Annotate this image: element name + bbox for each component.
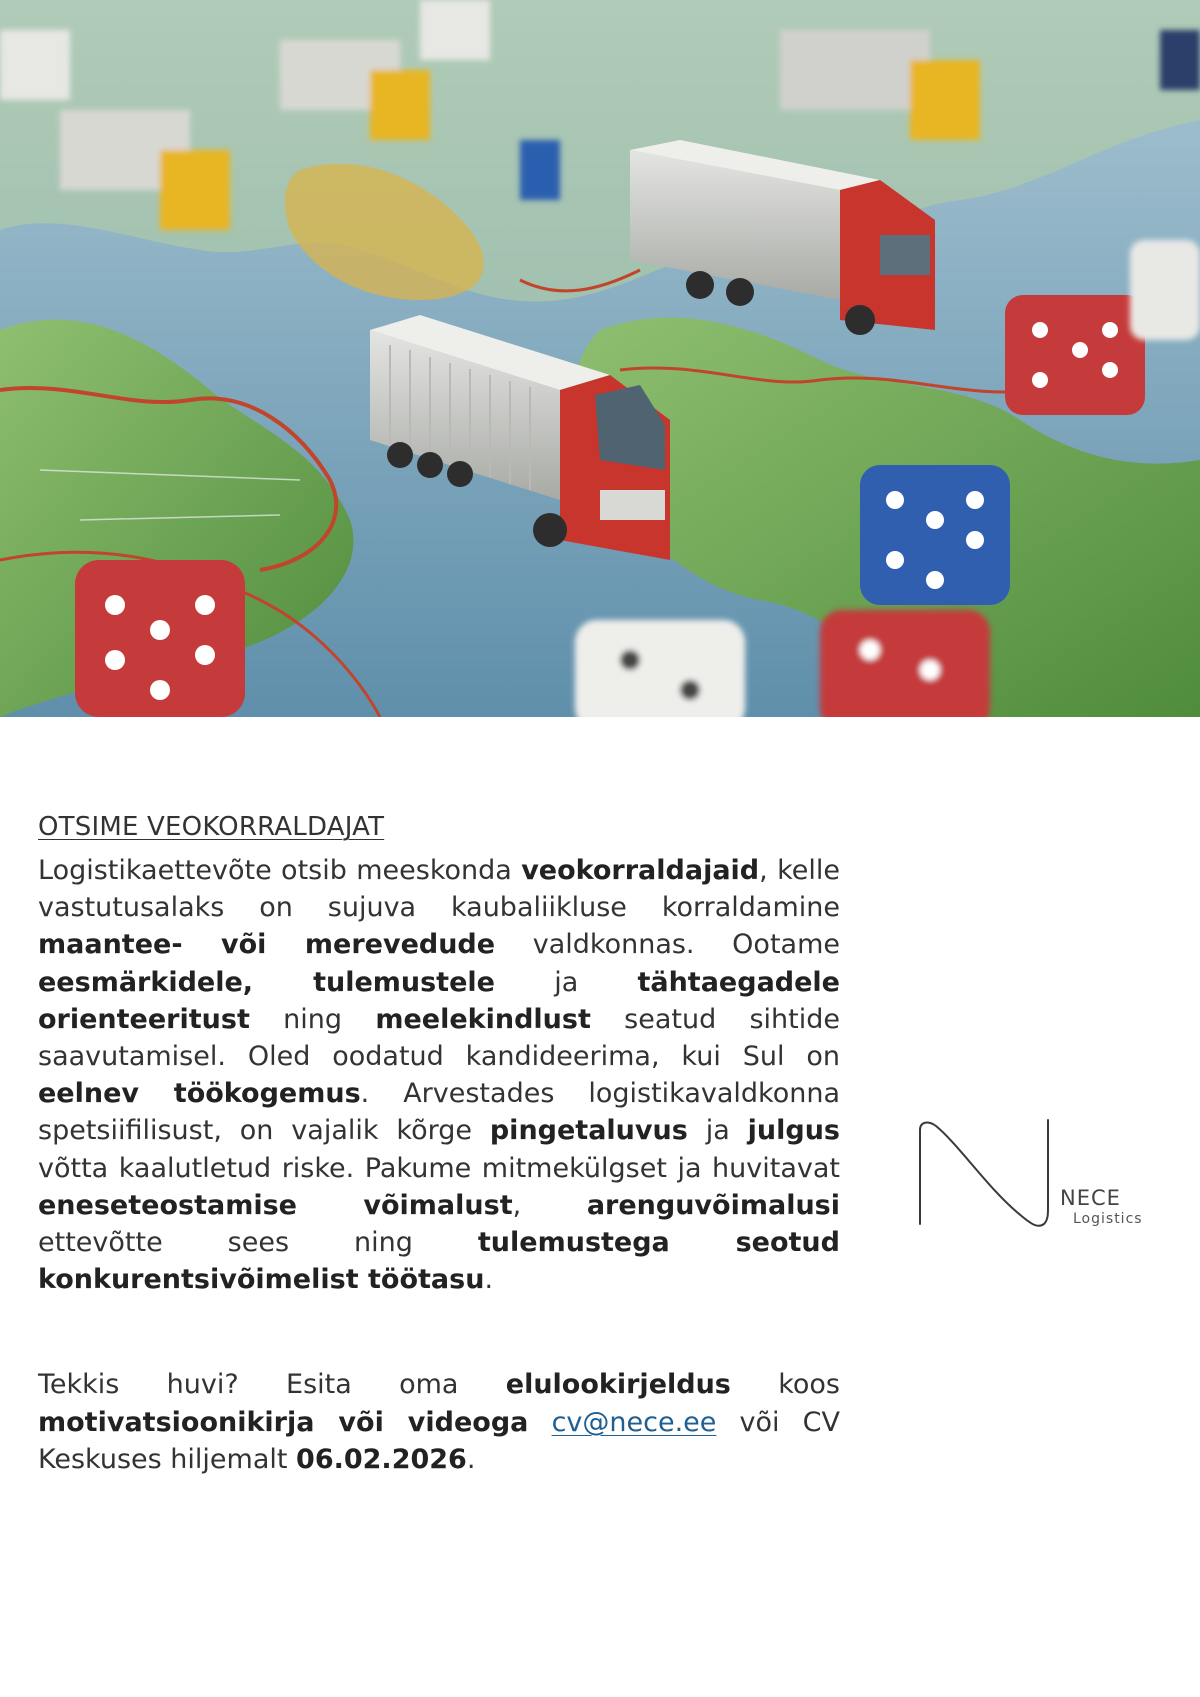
emphasis-text: julgus	[747, 1115, 840, 1147]
emphasis-text: eelnev töökogemus	[38, 1078, 361, 1110]
body-text: või CV Keskuses hiljemalt	[38, 1406, 840, 1475]
email-link[interactable]: cv@nece.ee	[551, 1406, 717, 1438]
emphasis-text: tulemustega seotud konkurentsivõimelist töötasu	[38, 1227, 840, 1296]
emphasis-text: elulookirjeldus	[505, 1369, 731, 1401]
body-text: . Arvestades logistikavaldkonna spetsiifilisust, on vajalik kõrge	[38, 1078, 840, 1147]
page-title: OTSIME VEOKORRALDAJAT	[38, 812, 385, 842]
body-text: ja	[687, 1115, 748, 1147]
body-text: Tekkis huvi? Esita oma	[38, 1369, 506, 1401]
emphasis-text: motivatsioonikirja või videoga	[38, 1406, 529, 1438]
map-trucks-dice-image	[0, 0, 1200, 717]
body-text: ,	[512, 1189, 587, 1221]
body-text: Logistikaettevõte otsib meeskonda	[38, 855, 522, 886]
emphasis-text: 06.02.2026	[296, 1443, 467, 1475]
body-text	[528, 1407, 551, 1438]
emphasis-text: arenguvõimalusi	[586, 1189, 840, 1221]
ad-body-paragraph	[38, 852, 840, 1298]
body-text: .	[466, 1443, 476, 1475]
ad-apply-paragraph	[38, 1366, 840, 1478]
logo-subtitle: Logistics	[1073, 1211, 1143, 1227]
body-text: valdkonnas. Ootame	[495, 929, 840, 961]
logo-name: NECE	[1060, 1186, 1121, 1210]
body-text: ning	[249, 1003, 376, 1035]
body-text: , kelle vastutusalaks on sujuva kaubaliikluse korraldamine	[38, 855, 840, 924]
hero-image	[0, 0, 1200, 717]
emphasis-text: tähtaegadele orienteeritust	[38, 966, 840, 1035]
body-text: koos	[730, 1369, 840, 1401]
emphasis-text: eneseteostamise võimalust	[38, 1189, 513, 1221]
job-ad	[38, 808, 840, 1478]
body-text: seatud sihtide saavutamisel. Oled oodatud kandideerima, kui Sul on	[38, 1003, 841, 1073]
emphasis-text: maantee- või merevedude	[38, 929, 496, 961]
body-text: .	[484, 1264, 494, 1296]
emphasis-text: meelekindlust	[375, 1003, 591, 1035]
body-text: ja	[494, 966, 638, 998]
body-text: võtta kaalutletud riske. Pakume mitmekülgset ja huvitavat	[38, 1152, 840, 1184]
emphasis-text: eesmärkidele, tulemustele	[38, 966, 495, 998]
emphasis-text: pingetaluvus	[489, 1115, 688, 1147]
body-text: ettevõtte sees ning	[38, 1227, 478, 1259]
emphasis-text: veokorraldajaid	[521, 855, 760, 886]
